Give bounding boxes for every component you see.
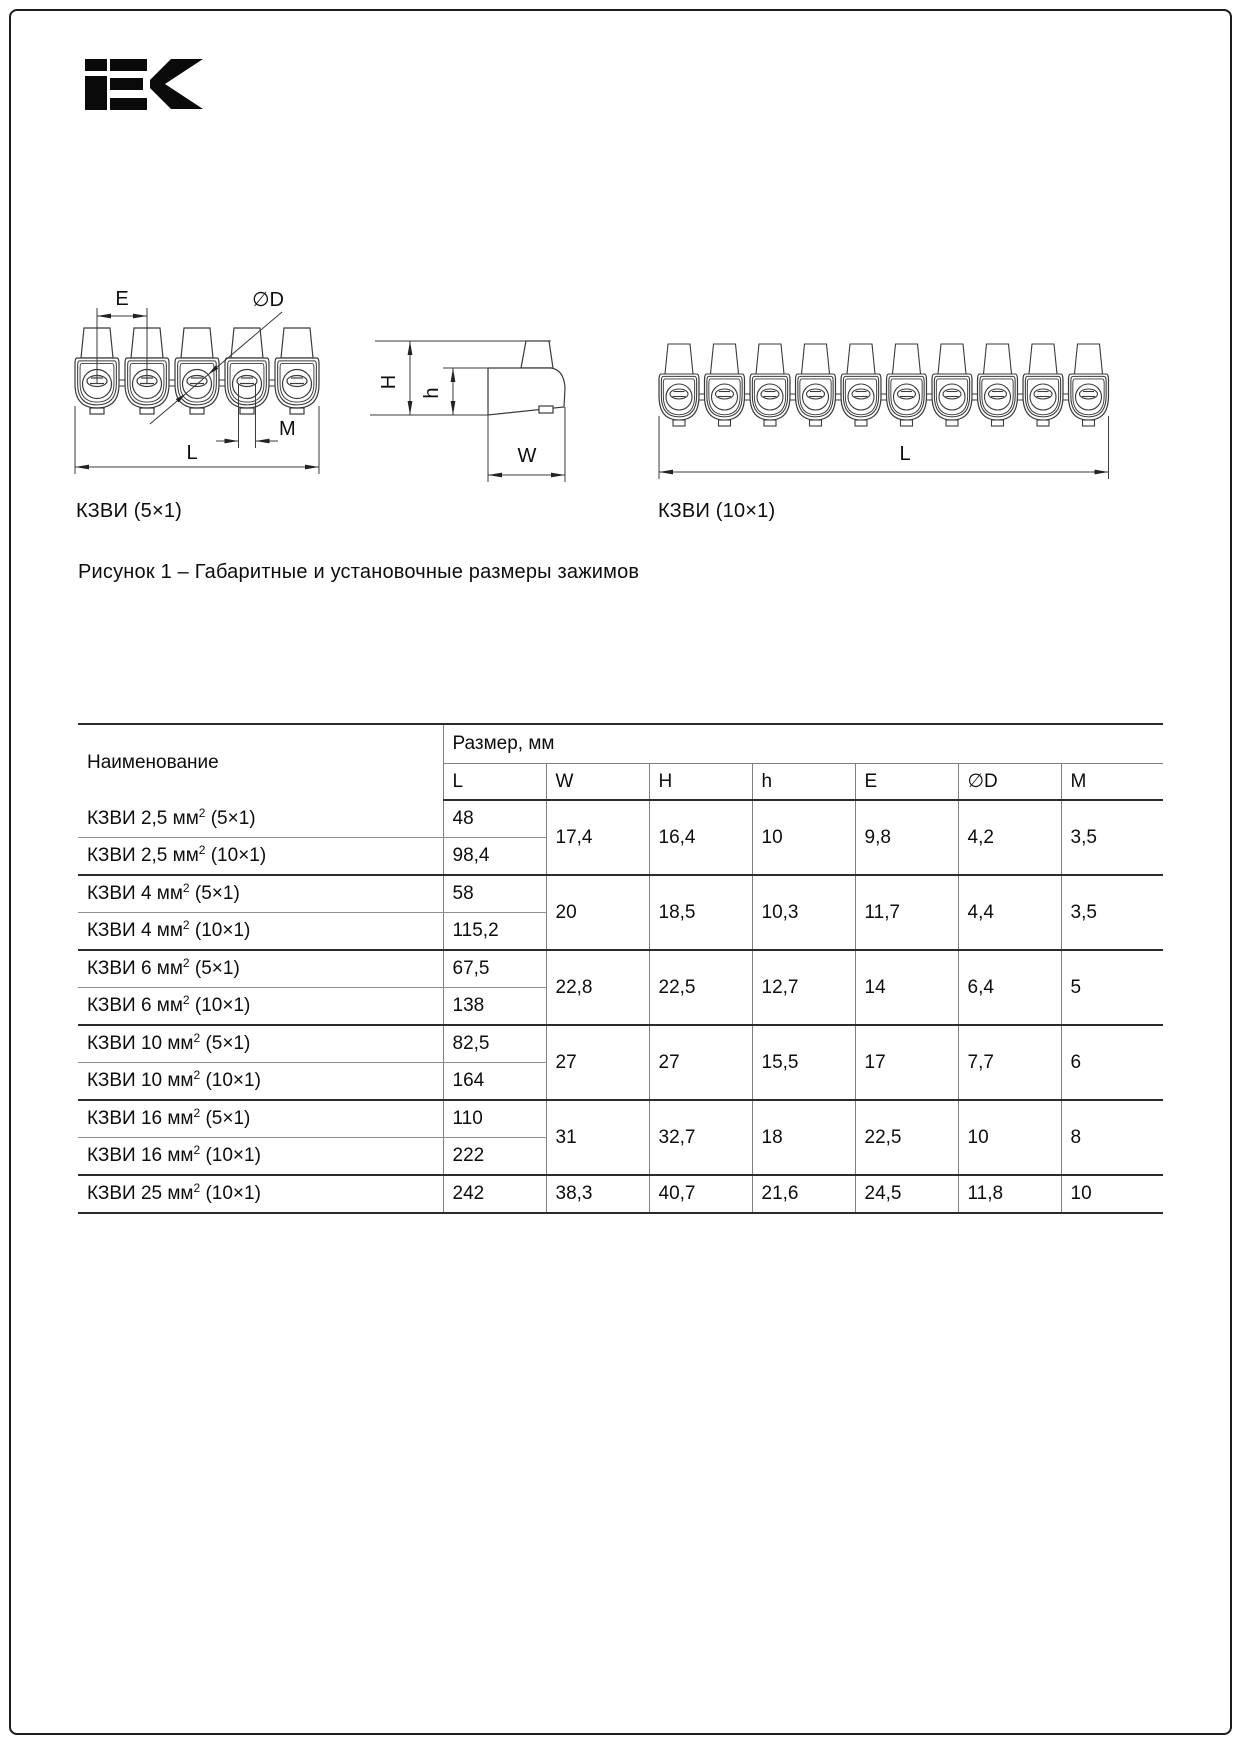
cell-name: КЗВИ 6 $мм^2$ (10×1)	[78, 988, 443, 1026]
cell-E: 17	[855, 1025, 958, 1100]
cell-E: 9,8	[855, 800, 958, 875]
dim-label-M: M	[279, 418, 296, 440]
cell-name: КЗВИ 2,5 $мм^2$ (10×1)	[78, 838, 443, 876]
figure-caption: Рисунок 1 – Габаритные и установочные размеры зажимов	[78, 561, 640, 583]
cell-M: 5	[1061, 950, 1163, 1025]
terminal-side-profile	[488, 341, 565, 415]
cell-D: 10	[958, 1100, 1061, 1175]
figure-label-10x1: КЗВИ (10×1)	[658, 500, 776, 522]
dim-label-L: L	[186, 442, 198, 464]
cell-M: 6	[1061, 1025, 1163, 1100]
cell-H: 16,4	[649, 800, 752, 875]
cell-L: 164	[443, 1063, 546, 1101]
column-header-E: E	[855, 764, 958, 801]
dim-label-W: W	[517, 445, 537, 467]
cell-W: 31	[546, 1100, 649, 1175]
column-header-h: h	[752, 764, 855, 801]
cell-L: 138	[443, 988, 546, 1026]
unit-superscript: 2	[182, 881, 190, 895]
cell-h: 12,7	[752, 950, 855, 1025]
unit-superscript: 2	[193, 1106, 201, 1120]
cell-H: 27	[649, 1025, 752, 1100]
cell-W: 38,3	[546, 1175, 649, 1213]
cell-name: КЗВИ 16 $мм^2$ (5×1)	[78, 1100, 443, 1138]
cell-H: 22,5	[649, 950, 752, 1025]
unit-superscript: 2	[193, 1143, 201, 1157]
column-header-W: W	[546, 764, 649, 801]
table-row	[78, 875, 1163, 913]
unit-superscript: 2	[182, 918, 190, 932]
unit-superscript: 2	[198, 843, 206, 857]
cell-name: КЗВИ 4 $мм^2$ (5×1)	[78, 875, 443, 913]
cell-L: 242	[443, 1175, 546, 1213]
drawing-front-view-5x1	[72, 288, 322, 488]
terminal-clamps-10	[659, 344, 1108, 426]
unit-superscript: 2	[182, 993, 190, 1007]
cell-D: 4,2	[958, 800, 1061, 875]
column-header-M: M	[1061, 764, 1163, 801]
cell-D: 11,8	[958, 1175, 1061, 1213]
column-header-H: H	[649, 764, 752, 801]
cell-name: КЗВИ 10 $мм^2$ (5×1)	[78, 1025, 443, 1063]
dim-label-h: h	[421, 387, 443, 399]
dim-label-E: E	[115, 288, 129, 310]
cell-D: 6,4	[958, 950, 1061, 1025]
cell-name: КЗВИ 10 $мм^2$ (10×1)	[78, 1063, 443, 1101]
unit-superscript: 2	[193, 1031, 201, 1045]
cell-h: 10	[752, 800, 855, 875]
column-header-L: L	[443, 764, 546, 801]
dimension-D	[150, 289, 284, 424]
table-row	[78, 1025, 1163, 1063]
column-header-D: ∅D	[958, 764, 1061, 801]
column-header-name: Наименование	[78, 724, 443, 800]
cell-L: 82,5	[443, 1025, 546, 1063]
cell-L: 58	[443, 875, 546, 913]
cell-name: КЗВИ 25 $мм^2$ (10×1)	[78, 1175, 443, 1213]
unit-superscript: 2	[193, 1068, 201, 1082]
cell-h: 21,6	[752, 1175, 855, 1213]
dimension-L-5x1	[75, 406, 319, 474]
unit-superscript: 2	[182, 956, 190, 970]
cell-M: 3,5	[1061, 875, 1163, 950]
table-row	[78, 800, 1163, 838]
cell-W: 17,4	[546, 800, 649, 875]
cell-M: 10	[1061, 1175, 1163, 1213]
unit-superscript: 2	[198, 805, 206, 820]
dimension-W	[488, 407, 565, 482]
cell-L: 67,5	[443, 950, 546, 988]
cell-E: 11,7	[855, 875, 958, 950]
column-header-size: Размер, мм	[443, 724, 1163, 764]
dim-label-D: ∅D	[252, 289, 284, 311]
cell-name: КЗВИ 6 $мм^2$ (5×1)	[78, 950, 443, 988]
drawing-side-view	[355, 290, 580, 490]
cell-M: 8	[1061, 1100, 1163, 1175]
cell-H: 18,5	[649, 875, 752, 950]
unit-superscript: 2	[193, 1181, 201, 1195]
table-row	[78, 1175, 1163, 1213]
terminal-clamps-5	[75, 328, 319, 414]
cell-L: 98,4	[443, 838, 546, 876]
drawing-front-view-10x1	[650, 292, 1120, 487]
table-row	[78, 950, 1163, 988]
cell-L: 115,2	[443, 913, 546, 951]
cell-L: 110	[443, 1100, 546, 1138]
cell-h: 15,5	[752, 1025, 855, 1100]
cell-E: 24,5	[855, 1175, 958, 1213]
cell-D: 4,4	[958, 875, 1061, 950]
cell-M: 3,5	[1061, 800, 1163, 875]
table-header-row-1	[78, 724, 1163, 764]
cell-D: 7,7	[958, 1025, 1061, 1100]
dimensions-table	[78, 723, 1163, 1214]
cell-L: 222	[443, 1138, 546, 1176]
cell-name: КЗВИ 4 $мм^2$ (10×1)	[78, 913, 443, 951]
cell-W: 22,8	[546, 950, 649, 1025]
dim-label-H: H	[378, 374, 400, 390]
iek-logo	[85, 57, 205, 111]
dimensions-table-wrapper	[78, 723, 1163, 1214]
cell-H: 32,7	[649, 1100, 752, 1175]
cell-E: 14	[855, 950, 958, 1025]
dim-label-L2: L	[899, 443, 911, 465]
cell-h: 10,3	[752, 875, 855, 950]
figure-label-5x1: КЗВИ (5×1)	[76, 500, 183, 522]
cell-H: 40,7	[649, 1175, 752, 1213]
cell-h: 18	[752, 1100, 855, 1175]
cell-E: 22,5	[855, 1100, 958, 1175]
iek-logo-glyphs	[85, 59, 203, 110]
cell-name: КЗВИ 2,5 $мм^2$ (5×1)	[78, 800, 443, 838]
cell-L: 48	[443, 800, 546, 838]
cell-W: 27	[546, 1025, 649, 1100]
table-row	[78, 1100, 1163, 1138]
cell-name: КЗВИ 16 $мм^2$ (10×1)	[78, 1138, 443, 1176]
dimension-h	[421, 368, 490, 415]
cell-W: 20	[546, 875, 649, 950]
